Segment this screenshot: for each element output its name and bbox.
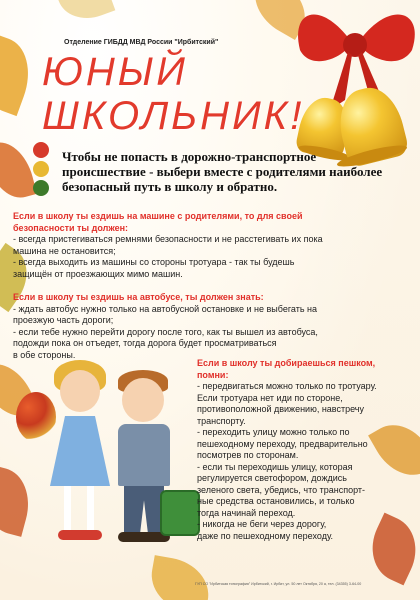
leaf-decoration	[0, 136, 37, 204]
school-bag-icon	[160, 490, 200, 536]
green-light-icon	[33, 180, 49, 196]
printer-footer: ГУП СО "Ирбитская типография" Ирбитский, г. Ирбит, ул. 50 лет Октября, 20 а, тел. (34355) 3-64-00	[195, 582, 362, 586]
boy-legs	[124, 486, 164, 534]
section-heading: помни:	[197, 369, 229, 380]
organization-label: Отделение ГИБДД МВД России "Ирбитский"	[64, 39, 219, 46]
rule-line: - всегда выходить из машины со стороны тротуара - так ты будешь	[13, 257, 295, 267]
red-light-icon	[33, 142, 49, 158]
title-line-2: ШКОЛЬНИК!	[42, 94, 305, 138]
flower-bouquet-icon	[16, 392, 56, 442]
rule-line: - если тебе нужно перейти дорогу после того, как ты вышел из автобуса,	[13, 326, 318, 337]
rule-line: пешеходному переходу, предварительно	[197, 438, 368, 449]
title-line-1: ЮНЫЙ	[42, 50, 188, 94]
boy-head	[122, 378, 164, 422]
rule-line: - всегда пристегиваться ремнями безопасности и не расстегивать их пока	[13, 234, 323, 244]
leaf-decoration	[55, 0, 116, 27]
rule-line: противоположной движению, навстречу	[197, 404, 364, 414]
boy-body	[118, 424, 170, 486]
intro-text: Чтобы не попасть в дорожно-транспортное происшествие - выбери вместе с родителями наиболее безопасный путь в школу и обратно.	[62, 149, 383, 194]
rule-line: даже по пешеходному переходу.	[197, 530, 334, 541]
section-car	[13, 211, 393, 280]
leaf-decoration	[0, 34, 41, 116]
rule-line: тогда начинай переход.	[197, 507, 296, 518]
girl-head	[60, 370, 100, 412]
rule-line: ные средства остановились, и только	[197, 496, 355, 506]
rule-line: машина не остановится;	[13, 245, 116, 256]
rule-line: посмотрев по сторонам.	[197, 450, 299, 460]
section-heading: безопасности ты должен:	[13, 222, 129, 233]
rule-line: Если тротуара нет иди по стороне,	[197, 392, 343, 403]
rule-line: - никогда не беги через дорогу,	[197, 519, 327, 529]
girl-dress	[50, 416, 110, 486]
rule-line: подожди пока он отъедет, тогда дорога будет просматриваться	[13, 338, 277, 348]
rule-line: - если ты переходишь улицу, которая	[197, 461, 353, 472]
girl-legs	[64, 486, 94, 532]
schoolchildren-illustration	[14, 340, 199, 570]
section-heading: Если в школу ты ездишь на машине с родителями, то для своей	[13, 211, 303, 221]
rule-line: - переходить улицу можно только по	[197, 427, 350, 437]
traffic-light-icon	[33, 142, 51, 198]
rule-line: зеленого света, убедись, что транспорт-	[197, 484, 366, 495]
rule-line: регулируется светофором, дождись	[197, 473, 347, 483]
section-walking	[197, 358, 397, 542]
rule-line: - передвигаться можно только по тротуару.	[197, 381, 377, 391]
rule-line: защищён от проезжающих мимо машин.	[13, 268, 183, 279]
section-heading: Если в школу ты ездишь на автобусе, ты должен знать:	[13, 292, 264, 302]
rule-line: проезжую часть дороги;	[13, 315, 114, 325]
rule-line: в обе стороны.	[13, 349, 76, 360]
rule-line: транспорту.	[197, 415, 246, 426]
rule-line: - ждать автобус нужно только на автобусной остановке и не выбегать на	[13, 303, 318, 314]
girl-shoes	[58, 530, 102, 540]
yellow-light-icon	[33, 161, 49, 177]
section-heading: Если в школу ты добираешься пешком,	[197, 358, 376, 368]
